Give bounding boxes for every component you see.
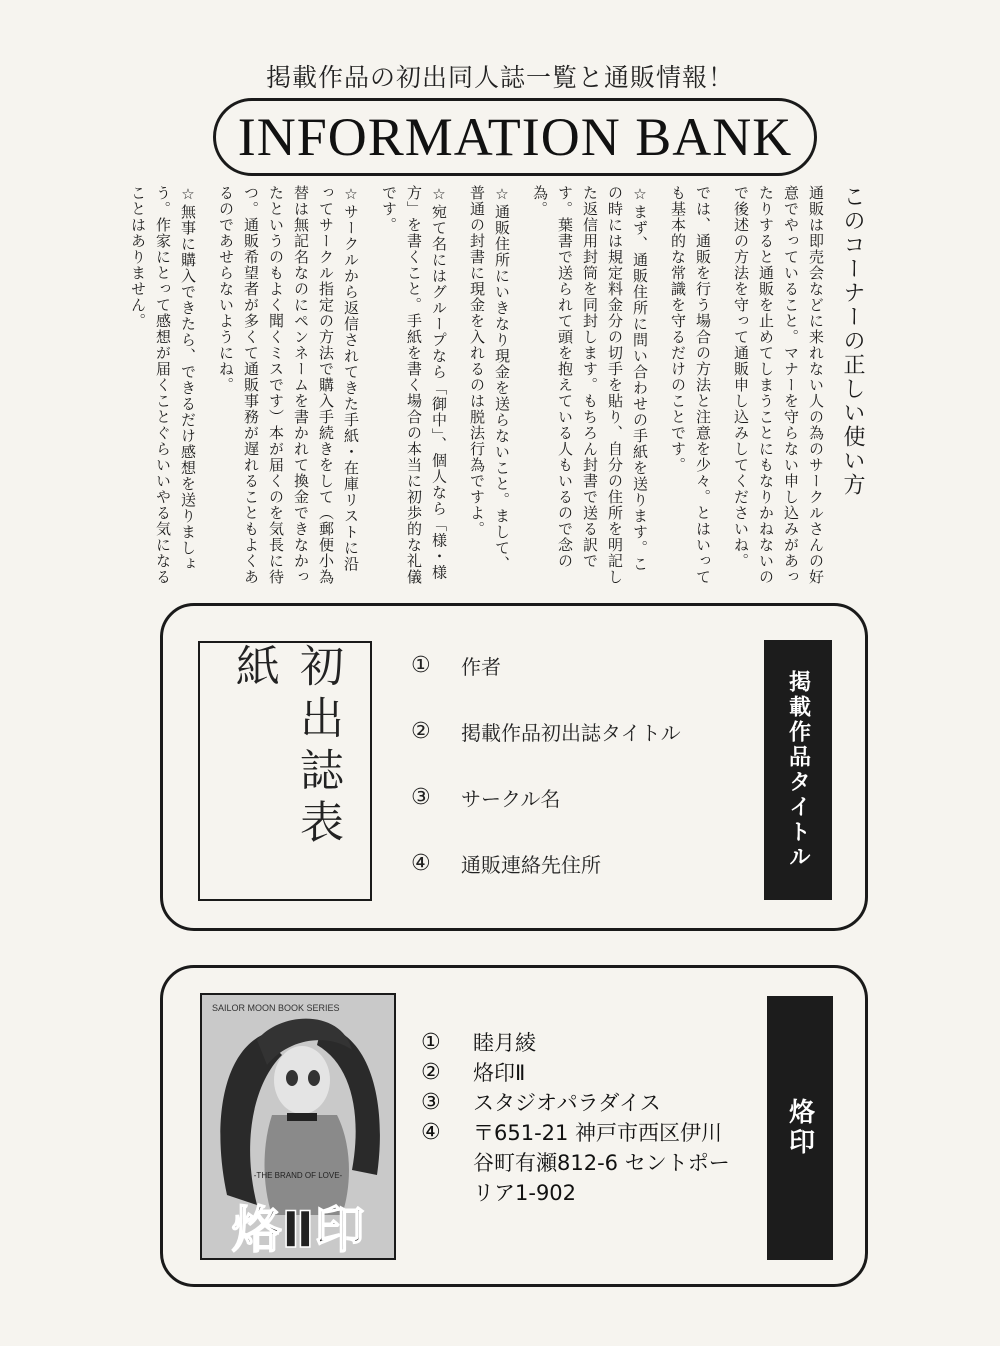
cover-logo-text: 烙Ⅱ印 <box>231 1201 365 1259</box>
work-title-label <box>767 996 833 1260</box>
page-subtitle: 掲載作品の初出同人誌一覧と通販情報！ <box>265 63 734 92</box>
doujinshi-cover-image <box>200 993 396 1260</box>
guide-paragraph: ☆宛て名にはグループなら「御中」、個人なら「様・様方」を書くこと。手紙を書く場合の本当に初歩的な礼儀です。 <box>380 185 448 585</box>
publication-title: 烙印Ⅱ <box>473 1061 526 1085</box>
banner-title: INFORMATION BANK <box>237 107 793 167</box>
legend-list <box>411 632 681 896</box>
legend-item <box>411 830 681 896</box>
item-number: ③ <box>411 784 431 810</box>
legend-item <box>411 632 681 698</box>
work-title-text: 掲載作品タイトル <box>785 670 811 870</box>
cover-illustration <box>202 995 394 1258</box>
entry-item <box>421 1118 733 1208</box>
item-number: ④ <box>411 850 431 876</box>
cover-top-text: SAILOR MOON BOOK SERIES <box>212 1003 340 1013</box>
circle-name: スタジオパラダイス <box>473 1091 661 1115</box>
item-text: 通販連絡先住所 <box>461 852 601 877</box>
entry-box <box>160 965 868 1287</box>
legend-item <box>411 698 681 764</box>
item-number: ② <box>411 718 431 744</box>
guide-paragraph: ☆通販住所にいきなり現金を送らないこと。まして、普通の封書に現金を入れるのは脱法行為ですよ。 <box>468 185 511 572</box>
entry-item <box>421 1058 733 1088</box>
information-bank-banner <box>213 98 817 176</box>
guide-paragraph: では、通販を行う場合の方法と注意を少々。とはいっても基本的な常識を守るだけのことです。 <box>669 185 712 585</box>
guide-paragraph: ☆まず、通販住所に問い合わせの手紙を送ります。この時には規定料金分の切手を貼り、自分の住所を明記した返信用封筒を同封します。もちろん封書で送る訳です。葉書で送られて頭を抱えている人もいるので念の為。 <box>531 185 649 585</box>
item-text: 作者 <box>461 654 501 679</box>
entry-item <box>421 1088 733 1118</box>
item-text: サークル名 <box>461 786 561 811</box>
legend-item <box>411 764 681 830</box>
cover-placeholder <box>198 641 372 901</box>
item-number: ④ <box>421 1120 441 1145</box>
work-title-label <box>764 640 832 900</box>
item-number: ① <box>421 1030 441 1055</box>
entry-list <box>421 1028 733 1208</box>
usage-guide <box>129 185 865 585</box>
guide-paragraph: ☆無事に購入できたら、できるだけ感想を送りましょう。作家にとって感想が届くことぐらいいやる気になることはありません。 <box>129 185 197 585</box>
guide-title: このコーナーの正しい使い方 <box>840 185 865 497</box>
entry-item <box>421 1028 733 1058</box>
author-name: 睦月綾 <box>473 1031 536 1055</box>
item-number: ③ <box>421 1090 441 1115</box>
cover-band-text: -THE BRAND OF LOVE- <box>253 1171 343 1180</box>
guide-paragraph: ☆サークルから返信されてきた手紙・在庫リストに沿ってサークル指定の方法で購入手続きをして（郵便小為替は無記名なのにペンネームを書かれて換金できなかったというのもよく聞くミスです）本が届くのを気長に待つ。通販希望者が多くて通販事務が遅れることもよくあるのであせらないようにね。 <box>217 185 360 585</box>
item-number: ② <box>421 1060 441 1085</box>
work-title-text: 烙印 <box>784 1098 815 1158</box>
item-number: ① <box>411 652 431 678</box>
mail-order-address: 〒651-21 神戸市西区伊川谷町有瀬812-6 セントポーリア1-902 <box>473 1121 730 1205</box>
legend-box <box>160 603 868 931</box>
cover-label: 初出誌表紙 <box>228 643 343 851</box>
item-text: 掲載作品初出誌タイトル <box>461 720 681 745</box>
guide-paragraph: 通販は即売会などに来れない人の為のサークルさんの好意でやっていること。マナーを守らない申し込みがあったりすると通販を止めてしまうことにもなりかねないので後述の方法を守って通販申し込みしてくださいね。 <box>732 185 825 585</box>
